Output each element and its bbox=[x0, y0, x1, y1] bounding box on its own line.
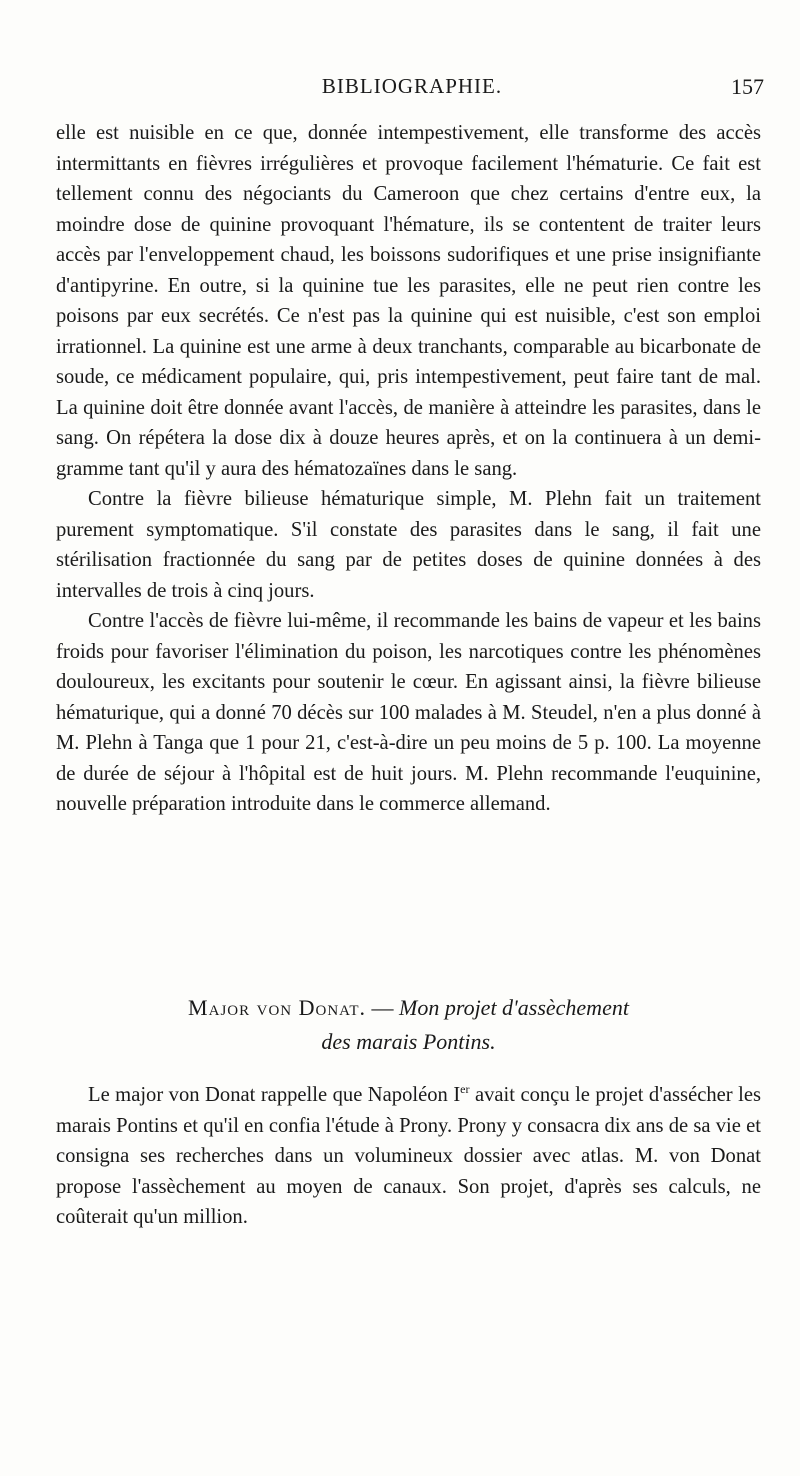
section-heading-line-1 bbox=[56, 991, 761, 1025]
running-head bbox=[56, 74, 768, 104]
section-text-start: Le major von Donat rappelle que Napoléon I bbox=[88, 1084, 461, 1106]
running-title: BIBLIOGRAPHIE. bbox=[321, 74, 503, 98]
paragraph: elle est nuisible en ce que, donnée intempestivement, elle transforme des accès intermittants en fièvres irrégulières et provoque facilement l'hématurie. Ce fait est tellement connu des négociants du Cameroon que chez certains d'entre eux, la moindre dose de quinine provoquant l'hémature, ils se contentent de traiter leurs accès par l'enveloppement chaud, les boissons sudorifiques et une prise insignifiante d'antipyrine. En outre, si la quinine tue les parasites, elle ne peut rien contre les poisons par eux secrétés. Ce n'est pas la quinine qui est nuisible, c'est son emploi irrationnel. La quinine est une arme à deux tranchants, comparable au bicarbonate de soude, ce médicament populaire, qui, pris intempestivement, peut faire tant de mal. La quinine doit être donnée avant l'accès, de manière à atteindre les parasites, dans le sang. On répétera la dose dix à douze heures après, et on la continuera à un demi-gramme tant qu'il y aura des hématozaïnes dans le sang. bbox=[56, 122, 761, 480]
body-text bbox=[56, 118, 761, 820]
paragraph: Contre l'accès de fièvre lui-même, il recommande les bains de vapeur et les bains froids pour favoriser l'élimination du poison, les narcotiques contre les phénomènes douloureux, les excitants pour soutenir le cœur. En agissant ainsi, la fièvre bilieuse hématurique, qui a donné 70 décès sur 100 malades à M. Steudel, n'en a plus donné à M. Plehn à Tanga que 1 pour 21, c'est-à-dire un peu moins de 5 p. 100. La moyenne de durée de séjour à l'hôpital est de huit jours. M. Plehn recommande l'euquinine, nouvelle préparation introduite dans le commerce allemand. bbox=[56, 610, 761, 815]
section-heading-line-2 bbox=[56, 1025, 761, 1059]
section-author: Major von Donat. bbox=[188, 995, 366, 1020]
superscript: er bbox=[460, 1082, 470, 1097]
paragraph: Contre la fièvre bilieuse hématurique simple, M. Plehn fait un traitement purement symptomatique. S'il constate des parasites dans le sang, il fait une stérilisation fractionnée du sang par de petites doses de quinine données à des intervalles de trois à cinq jours. bbox=[56, 488, 761, 602]
section-dash: — bbox=[366, 995, 399, 1020]
section-title-part-1: Mon projet d'assèchement bbox=[399, 995, 629, 1020]
section-heading bbox=[56, 991, 761, 1059]
paragraph bbox=[56, 1080, 761, 1233]
section-text bbox=[56, 1080, 761, 1233]
section-text-rest: avait conçu le projet d'assécher les marais Pontins et qu'il en confia l'étude à Prony. Prony y consacra dix ans de sa vie et consigna ses recherches dans un volumineux dossier avec atlas. M. von Donat propose l'assèchement au moyen de canaux. Son projet, d'après ses calculs, ne coûterait qu'un million. bbox=[56, 1084, 761, 1228]
page-number: 157 bbox=[731, 74, 764, 99]
section-title-part-2: des marais Pontins. bbox=[321, 1029, 496, 1054]
